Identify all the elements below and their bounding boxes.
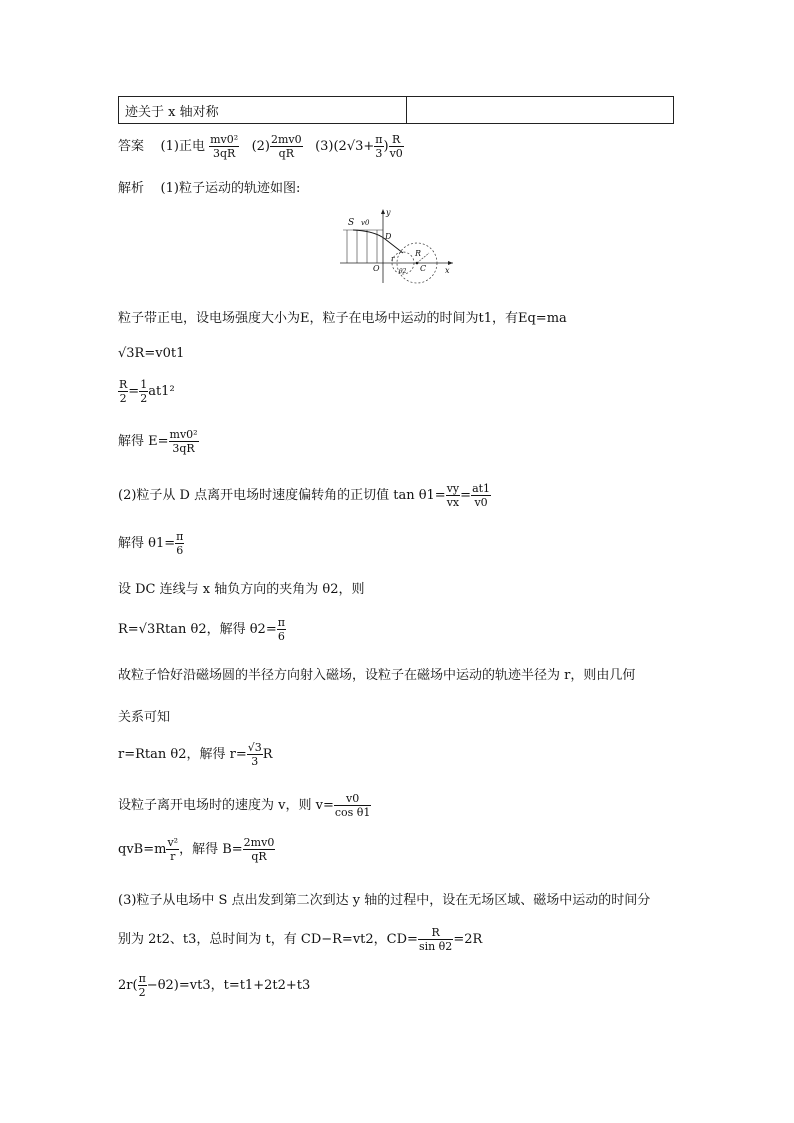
label-r: r	[391, 255, 395, 263]
line-5: (2)粒子从 D 点离开电场时速度偏转角的正切值 tan θ1= $\frac{vy}{vx}$ = $\frac{at1}{v0}$	[118, 482, 491, 509]
table-cell-left: 迹关于 x 轴对称	[119, 97, 407, 123]
answer-label: 答案	[118, 139, 145, 154]
line-7: 设 DC 连线与 x 轴负方向的夹角为 θ2，则	[118, 582, 365, 597]
answer-table-row	[118, 96, 674, 124]
line-2: √3R=v0t1	[118, 346, 185, 361]
analysis-label: 解析	[118, 181, 145, 196]
answer-part3-pi-fraction: $\frac{\pi}{3}$	[375, 133, 383, 160]
label-theta2: θ2	[399, 268, 407, 275]
line-6: 解得 θ1= $\frac{\pi}{6}$	[118, 530, 184, 557]
line-9: 故粒子恰好沿磁场圆的半径方向射入磁场，设粒子在磁场中运动的轨迹半径为 r，则由几何	[118, 668, 636, 683]
label-D: D	[385, 232, 392, 241]
answer-part2: (2)	[251, 139, 270, 154]
line-16: 2r( $\frac{\pi}{2}$ −θ2)=vt3，t=t1+2t2+t3	[118, 972, 311, 999]
answer-part3-fraction: $\frac{R}{v0}$	[389, 133, 403, 160]
answer-part1: (1)正电	[160, 139, 205, 154]
line-10: 关系可知	[118, 710, 171, 725]
line-15: 别为 2t2、t3，总时间为 t，有 CD−R=vt2，CD= $\frac{R}{\text{sin θ2}}$ =2R	[118, 926, 483, 953]
line-8: R=√3Rtan θ2，解得 θ2= $\frac{\pi}{6}$	[118, 616, 285, 643]
label-S: S	[348, 218, 355, 228]
answer-part1-fraction: $\frac{\text{mv0²}}{3qR}$	[210, 133, 239, 160]
analysis-line	[118, 177, 300, 196]
label-C: C	[420, 264, 427, 273]
line-13: qvB=m $\frac{\text{v²}}{r}$ ，解得 B= $\frac{2mv0}{qR}$	[118, 836, 275, 863]
label-R: R	[415, 249, 422, 258]
analysis-intro: (1)粒子运动的轨迹如图:	[160, 181, 301, 196]
line-11: r=Rtan θ2，解得 r= $\frac{√3}{3}$ R	[118, 741, 273, 768]
line-12: 设粒子离开电场时的速度为 v，则 v= $\frac{v0}{\text{cos θ1}}$	[118, 792, 371, 819]
line-14: (3)粒子从电场中 S 点出发到第二次到达 y 轴的过程中，设在无场区域、磁场中运动的时间分	[118, 893, 651, 908]
line-3: $\frac{R}{2}$ = $\frac{1}{2}$ at1²	[119, 378, 175, 405]
trajectory-diagram	[335, 205, 460, 285]
label-O: O	[373, 264, 380, 273]
label-y: y	[386, 208, 391, 217]
label-x: x	[445, 266, 450, 275]
answer-line: 答案 (1)正电 $\frac{\text{mv0²}}{3qR}$ (2) $\frac{2mv0}{qR}$ (3)(2√3+ $\frac{\pi}{3}$ ) $\frac{R}{v0}$	[118, 133, 403, 160]
line-4: 解得 E= $\frac{\text{mv0²}}{3qR}$	[118, 428, 198, 455]
answer-part2-fraction: $\frac{2mv0}{qR}$	[271, 133, 302, 160]
answer-part3: (3)(2√3+	[315, 139, 375, 154]
label-v0: v0	[361, 219, 370, 227]
line-1: 粒子带正电，设电场强度大小为E，粒子在电场中运动的时间为t1，有Eq=ma	[118, 311, 567, 326]
